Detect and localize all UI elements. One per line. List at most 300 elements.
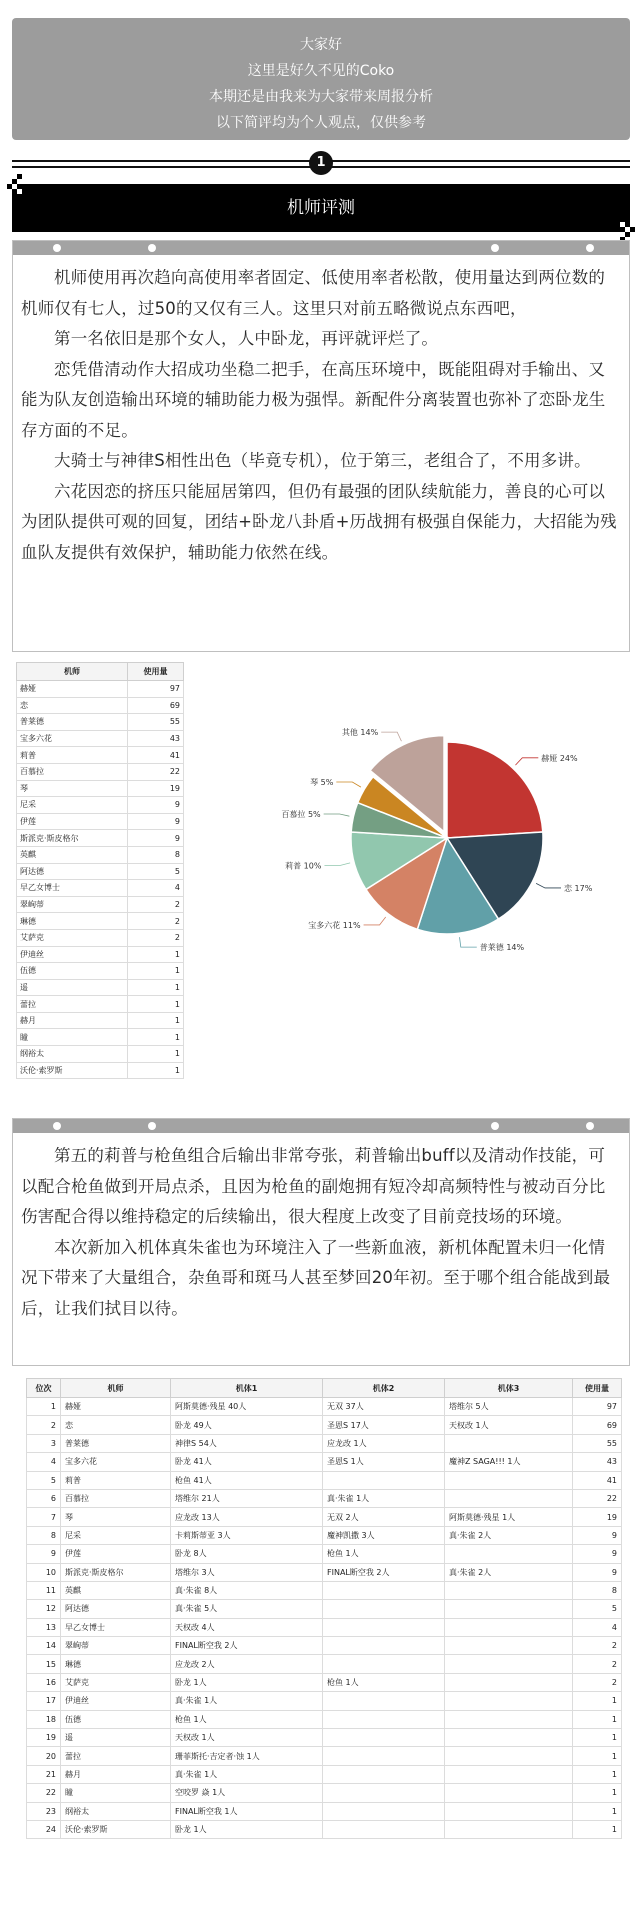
usage-pilot-cell: 普莱德 [17, 714, 128, 731]
usage-count-cell: 41 [128, 747, 184, 764]
rank-pilot-cell: 赫娅 [61, 1398, 171, 1416]
review-paragraph: 本次新加入机体真朱雀也为环境注入了一些新血液，新机体配置未归一化情况下带来了大量组合，杂鱼哥和斑马人甚至梦回20年初。至于哪个组合能战到最后，让我们拭目以待。 [21, 1237, 611, 1318]
rank-pilot-cell: 伍德 [61, 1710, 171, 1728]
usage-row [17, 797, 184, 814]
rank-row [27, 1710, 622, 1728]
review-paragraph: 恋凭借清动作大招成功坐稳二把手，在高压环境中，既能阻碍对手输出、又能为队友创造输出环境的辅助能力极为强悍。新配件分离装置也弥补了恋卧龙生存方面的不足。 [21, 359, 606, 440]
usage-count-cell: 22 [128, 763, 184, 780]
review-paragraph: 机师使用再次趋向高使用率者固定、低使用率者松散，使用量达到两位数的机师仅有七人，过50的又仅有三人。这里只对前五略微说点东西吧， [21, 268, 606, 318]
rank-count-cell: 1 [573, 1820, 622, 1838]
rank-count-cell: 2 [573, 1655, 622, 1673]
rank-mech1-cell: 卡莉斯蒂亚 3人 [171, 1526, 323, 1544]
rank-count-cell: 9 [573, 1526, 622, 1544]
rank-mech2-cell: 圣恩S 17人 [323, 1416, 445, 1434]
rank-pilot-cell: 英麒 [61, 1581, 171, 1599]
pixel-decoration [630, 227, 635, 232]
pie-leader-line [460, 937, 477, 947]
rank-position-cell: 18 [27, 1710, 61, 1728]
usage-row [17, 863, 184, 880]
rank-pilot-cell: 伊迪丝 [61, 1692, 171, 1710]
rank-position-cell: 19 [27, 1729, 61, 1747]
rank-position-cell: 1 [27, 1398, 61, 1416]
rank-row [27, 1747, 622, 1765]
usage-row [17, 946, 184, 963]
rank-mech3-cell [445, 1802, 573, 1820]
rank-mech1-cell: 卧龙 1人 [171, 1673, 323, 1691]
usage-row [17, 714, 184, 731]
rank-pilot-cell: 纲裕太 [61, 1802, 171, 1820]
rank-mech1-cell: 真·朱雀 1人 [171, 1692, 323, 1710]
rank-count-cell: 9 [573, 1563, 622, 1581]
rank-row [27, 1416, 622, 1434]
pilot-usage-table [16, 662, 184, 1079]
rank-position-cell: 17 [27, 1692, 61, 1710]
rank-mech2-cell [323, 1802, 445, 1820]
rank-count-cell: 2 [573, 1673, 622, 1691]
usage-row [17, 747, 184, 764]
rank-mech2-cell: 应龙改 1人 [323, 1434, 445, 1452]
pilot-mech-ranking-table [26, 1378, 622, 1839]
usage-row [17, 780, 184, 797]
usage-count-cell: 2 [128, 929, 184, 946]
panel-dot [491, 244, 499, 252]
rank-count-cell: 1 [573, 1765, 622, 1783]
usage-pilot-cell: 伊莲 [17, 813, 128, 830]
rank-row [27, 1765, 622, 1783]
rank-mech3-cell: 真·朱雀 2人 [445, 1526, 573, 1544]
review-paragraph: 第一名依旧是那个女人，人中卧龙，再评就评烂了。 [54, 329, 439, 348]
rank-mech3-cell: 阿斯莫德·残星 1人 [445, 1508, 573, 1526]
pie-leader-line [515, 758, 538, 765]
rank-mech3-cell [445, 1471, 573, 1489]
panel-dot [148, 1122, 156, 1130]
rank-row [27, 1581, 622, 1599]
rank-mech2-cell: 魔神凯撒 3人 [323, 1526, 445, 1544]
usage-count-cell: 5 [128, 863, 184, 880]
rank-mech2-cell [323, 1747, 445, 1765]
rank-mech2-cell [323, 1618, 445, 1636]
rank-count-cell: 19 [573, 1508, 622, 1526]
usage-pilot-cell: 琴 [17, 780, 128, 797]
rank-mech3-cell [445, 1820, 573, 1838]
panel-dot [53, 244, 61, 252]
rank-mech1-cell: 真·朱雀 5人 [171, 1600, 323, 1618]
intro-line: 大家好 [300, 37, 342, 53]
pixel-decoration [17, 189, 22, 194]
usage-row [17, 1062, 184, 1079]
rank-row [27, 1637, 622, 1655]
rank-mech3-cell [445, 1765, 573, 1783]
rank-pilot-cell: 普莱德 [61, 1434, 171, 1452]
rank-count-cell: 5 [573, 1600, 622, 1618]
rank-row [27, 1729, 622, 1747]
rank-position-cell: 7 [27, 1508, 61, 1526]
rank-mech1-cell: 真·朱雀 8人 [171, 1581, 323, 1599]
rank-mech1-cell: 枪鱼 41人 [171, 1471, 323, 1489]
rank-mech3-cell [445, 1784, 573, 1802]
rank-mech2-cell: 无双 37人 [323, 1398, 445, 1416]
rank-mech1-cell: 天权改 1人 [171, 1729, 323, 1747]
rank-position-cell: 2 [27, 1416, 61, 1434]
rank-mech3-cell [445, 1747, 573, 1765]
usage-pilot-cell: 纲裕太 [17, 1046, 128, 1063]
rank-position-cell: 5 [27, 1471, 61, 1489]
rank-position-cell: 11 [27, 1581, 61, 1599]
rank-row [27, 1655, 622, 1673]
rank-mech2-cell [323, 1765, 445, 1783]
rank-mech3-cell [445, 1655, 573, 1673]
usage-count-cell: 1 [128, 946, 184, 963]
rank-row [27, 1563, 622, 1581]
usage-row [17, 1029, 184, 1046]
panel-top-bar [13, 241, 629, 255]
rank-pilot-cell: 琴 [61, 1508, 171, 1526]
usage-row [17, 929, 184, 946]
usage-count-cell: 4 [128, 880, 184, 897]
pie-leader-line [336, 782, 361, 787]
rank-pilot-cell: 瞳 [61, 1784, 171, 1802]
usage-row [17, 763, 184, 780]
usage-count-cell: 2 [128, 896, 184, 913]
usage-pilot-cell: 斯派克·斯皮格尔 [17, 830, 128, 847]
rank-header-mech1: 机体1 [171, 1379, 323, 1398]
rank-mech3-cell: 真·朱雀 2人 [445, 1563, 573, 1581]
rank-mech3-cell [445, 1692, 573, 1710]
rank-position-cell: 23 [27, 1802, 61, 1820]
rank-header-count: 使用量 [573, 1379, 622, 1398]
rank-mech3-cell [445, 1545, 573, 1563]
panel-dot [491, 1122, 499, 1130]
rank-position-cell: 24 [27, 1820, 61, 1838]
rank-count-cell: 41 [573, 1471, 622, 1489]
pixel-decoration [625, 227, 630, 232]
rank-count-cell: 1 [573, 1692, 622, 1710]
usage-row [17, 1012, 184, 1029]
usage-pilot-cell: 阿达德 [17, 863, 128, 880]
usage-pilot-cell: 莉普 [17, 747, 128, 764]
rank-count-cell: 1 [573, 1729, 622, 1747]
usage-count-cell: 8 [128, 846, 184, 863]
rank-row [27, 1434, 622, 1452]
section-title: 机师评测 [287, 198, 355, 218]
rank-pilot-cell: 恋 [61, 1416, 171, 1434]
intro-banner [12, 18, 630, 140]
rank-count-cell: 4 [573, 1618, 622, 1636]
usage-pilot-cell: 早乙女博士 [17, 880, 128, 897]
pilot-usage-pie-chart [260, 694, 630, 966]
intro-line: 以下简评均为个人观点，仅供参考 [216, 115, 426, 131]
rank-position-cell: 16 [27, 1673, 61, 1691]
usage-count-cell: 2 [128, 913, 184, 930]
rank-mech1-cell: 真·朱雀 1人 [171, 1765, 323, 1783]
rank-pilot-cell: 阿达德 [61, 1600, 171, 1618]
rank-count-cell: 9 [573, 1545, 622, 1563]
rank-mech1-cell: 天权改 4人 [171, 1618, 323, 1636]
rank-mech3-cell [445, 1673, 573, 1691]
rank-mech1-cell: 珊菲斯托·吉定者·蚀 1人 [171, 1747, 323, 1765]
usage-count-cell: 43 [128, 730, 184, 747]
rank-mech3-cell: 魔神Z SAGA!!! 1人 [445, 1453, 573, 1471]
usage-pilot-cell: 艾萨克 [17, 929, 128, 946]
usage-pilot-cell: 伍德 [17, 963, 128, 980]
pie-label: 百慕拉 5% [281, 810, 321, 820]
usage-row [17, 880, 184, 897]
usage-row [17, 996, 184, 1013]
usage-count-cell: 69 [128, 697, 184, 714]
rank-mech3-cell [445, 1489, 573, 1507]
panel-top-bar [13, 1119, 629, 1133]
usage-pilot-cell: 尼采 [17, 797, 128, 814]
rank-mech2-cell [323, 1820, 445, 1838]
rank-header-mech3: 机体3 [445, 1379, 573, 1398]
usage-pilot-cell: 琳德 [17, 913, 128, 930]
rank-count-cell: 43 [573, 1453, 622, 1471]
rank-position-cell: 8 [27, 1526, 61, 1544]
rank-row [27, 1820, 622, 1838]
rank-pilot-cell: 斯派克·斯皮格尔 [61, 1563, 171, 1581]
rank-mech3-cell: 塔维尔 5人 [445, 1398, 573, 1416]
panel-dot [148, 244, 156, 252]
rank-mech1-cell: 神律S 54人 [171, 1434, 323, 1452]
rank-count-cell: 69 [573, 1416, 622, 1434]
usage-count-cell: 1 [128, 1062, 184, 1079]
pie-leader-line [364, 917, 386, 925]
usage-pilot-cell: 恋 [17, 697, 128, 714]
rank-mech2-cell: 枪鱼 1人 [323, 1545, 445, 1563]
rank-pilot-cell: 赫月 [61, 1765, 171, 1783]
rank-pilot-cell: 沃伦·索罗斯 [61, 1820, 171, 1838]
rank-mech2-cell: FINAL断空我 2人 [323, 1563, 445, 1581]
rank-pilot-cell: 艾萨克 [61, 1673, 171, 1691]
rank-mech2-cell [323, 1600, 445, 1618]
rank-pilot-cell: 遥 [61, 1729, 171, 1747]
review-panel-2 [12, 1118, 630, 1366]
rank-position-cell: 4 [27, 1453, 61, 1471]
rank-position-cell: 12 [27, 1600, 61, 1618]
pie-label: 宝多六花 11% [308, 920, 361, 930]
usage-pilot-cell: 赫月 [17, 1012, 128, 1029]
rank-position-cell: 9 [27, 1545, 61, 1563]
rank-position-cell: 14 [27, 1637, 61, 1655]
rank-mech1-cell: 塔维尔 21人 [171, 1489, 323, 1507]
rank-mech1-cell: 卧龙 49人 [171, 1416, 323, 1434]
usage-pilot-cell: 瞳 [17, 1029, 128, 1046]
rank-pilot-cell: 百慕拉 [61, 1489, 171, 1507]
rank-position-cell: 6 [27, 1489, 61, 1507]
pixel-decoration [17, 174, 22, 179]
usage-pilot-cell: 百慕拉 [17, 763, 128, 780]
section-title-bar [12, 184, 630, 232]
usage-row [17, 813, 184, 830]
rank-mech2-cell [323, 1729, 445, 1747]
rank-count-cell: 1 [573, 1802, 622, 1820]
rank-position-cell: 21 [27, 1765, 61, 1783]
rank-mech1-cell: FINAL断空我 1人 [171, 1802, 323, 1820]
review-paragraph: 第五的莉普与枪鱼组合后输出非常夸张，莉普输出buff以及清动作技能，可以配合枪鱼做到开局点杀，且因为枪鱼的副炮拥有短冷却高频特性与被动百分比伤害配合得以维持稳定的后续输出，很大程度上改变了目前竞技场的环境。 [21, 1146, 606, 1226]
usage-row [17, 979, 184, 996]
rank-count-cell: 1 [573, 1784, 622, 1802]
rank-mech3-cell [445, 1710, 573, 1728]
rank-mech2-cell [323, 1581, 445, 1599]
rank-mech2-cell [323, 1655, 445, 1673]
usage-pilot-cell: 沃伦·索罗斯 [17, 1062, 128, 1079]
rank-mech1-cell: 应龙改 13人 [171, 1508, 323, 1526]
usage-pilot-cell: 宝多六花 [17, 730, 128, 747]
usage-row [17, 913, 184, 930]
intro-line: 这里是好久不见的Coko [247, 63, 395, 79]
usage-row [17, 1046, 184, 1063]
usage-row [17, 963, 184, 980]
rank-pilot-cell: 宝多六花 [61, 1453, 171, 1471]
rank-row [27, 1526, 622, 1544]
rank-pilot-cell: 尼采 [61, 1526, 171, 1544]
rank-position-cell: 13 [27, 1618, 61, 1636]
rank-mech2-cell: 圣恩S 1人 [323, 1453, 445, 1471]
rank-header-mech2: 机体2 [323, 1379, 445, 1398]
rank-header-position: 位次 [27, 1379, 61, 1398]
usage-count-cell: 1 [128, 979, 184, 996]
rank-mech1-cell: 阿斯莫德·残星 40人 [171, 1398, 323, 1416]
pie-leader-line [324, 863, 350, 865]
section-number-badge: 1 [309, 151, 333, 175]
usage-count-cell: 9 [128, 813, 184, 830]
usage-pilot-cell: 赫娅 [17, 681, 128, 698]
rank-mech1-cell: 卧龙 8人 [171, 1545, 323, 1563]
usage-row [17, 830, 184, 847]
rank-mech1-cell: 卧龙 41人 [171, 1453, 323, 1471]
usage-row [17, 697, 184, 714]
pie-label: 赫娅 24% [541, 753, 578, 763]
panel-dot [586, 244, 594, 252]
rank-pilot-cell: 蕾拉 [61, 1747, 171, 1765]
rank-count-cell: 1 [573, 1747, 622, 1765]
rank-mech1-cell: 卧龙 1人 [171, 1820, 323, 1838]
review-paragraph: 大骑士与神律S相性出色（毕竟专机），位于第三，老组合了，不用多讲。 [54, 451, 591, 470]
rank-mech1-cell: 塔维尔 3人 [171, 1563, 323, 1581]
review-paragraph: 六花因恋的挤压只能屈居第四，但仍有最强的团队续航能力，善良的心可以为团队提供可观的回复，团结+卧龙八卦盾+历战拥有极强自保能力，大招能为残血队友提供有效保护，辅助能力依然在线。 [21, 481, 617, 562]
usage-count-cell: 19 [128, 780, 184, 797]
usage-count-cell: 9 [128, 797, 184, 814]
rank-mech2-cell: 无双 2人 [323, 1508, 445, 1526]
rank-row [27, 1471, 622, 1489]
pie-leader-line [536, 883, 561, 888]
usage-count-cell: 1 [128, 996, 184, 1013]
rank-row [27, 1673, 622, 1691]
pie-label: 莉普 10% [285, 861, 322, 871]
usage-count-cell: 1 [128, 963, 184, 980]
pixel-decoration [620, 222, 625, 227]
rank-row [27, 1489, 622, 1507]
rank-row [27, 1692, 622, 1710]
rank-mech2-cell: 枪鱼 1人 [323, 1673, 445, 1691]
rank-pilot-cell: 早乙女博士 [61, 1618, 171, 1636]
rank-mech3-cell [445, 1600, 573, 1618]
usage-count-cell: 55 [128, 714, 184, 731]
usage-count-cell: 1 [128, 1012, 184, 1029]
panel-dot [586, 1122, 594, 1130]
pie-label: 其他 14% [341, 728, 379, 738]
rank-position-cell: 15 [27, 1655, 61, 1673]
rank-mech3-cell [445, 1434, 573, 1452]
usage-header-pilot: 机师 [17, 663, 128, 681]
rank-pilot-cell: 莉普 [61, 1471, 171, 1489]
rank-pilot-cell: 翠峋蒂 [61, 1637, 171, 1655]
rank-mech1-cell: 枪鱼 1人 [171, 1710, 323, 1728]
rank-count-cell: 1 [573, 1710, 622, 1728]
usage-row [17, 846, 184, 863]
rank-pilot-cell: 伊莲 [61, 1545, 171, 1563]
rank-mech2-cell [323, 1471, 445, 1489]
rank-row [27, 1802, 622, 1820]
pixel-decoration [625, 232, 630, 237]
intro-line: 本期还是由我来为大家带来周报分析 [209, 89, 433, 105]
rank-mech2-cell: 真·朱雀 1人 [323, 1489, 445, 1507]
rank-row [27, 1453, 622, 1471]
rank-mech2-cell [323, 1637, 445, 1655]
rank-position-cell: 3 [27, 1434, 61, 1452]
pie-label: 恋 17% [564, 883, 593, 893]
rank-count-cell: 2 [573, 1637, 622, 1655]
rank-count-cell: 22 [573, 1489, 622, 1507]
usage-pilot-cell: 蕾拉 [17, 996, 128, 1013]
usage-count-cell: 97 [128, 681, 184, 698]
rank-count-cell: 8 [573, 1581, 622, 1599]
pie-label: 普莱德 14% [479, 943, 525, 953]
pie-leader-line [324, 814, 350, 816]
section-divider [12, 150, 630, 178]
rank-header-pilot: 机师 [61, 1379, 171, 1398]
rank-mech3-cell: 天权改 1人 [445, 1416, 573, 1434]
rank-row [27, 1545, 622, 1563]
rank-row [27, 1600, 622, 1618]
rank-mech2-cell [323, 1692, 445, 1710]
usage-pilot-cell: 伊迪丝 [17, 946, 128, 963]
usage-pilot-cell: 英麒 [17, 846, 128, 863]
rank-mech3-cell [445, 1729, 573, 1747]
panel-dot [53, 1122, 61, 1130]
usage-count-cell: 9 [128, 830, 184, 847]
rank-mech1-cell: FINAL断空我 2人 [171, 1637, 323, 1655]
usage-row [17, 896, 184, 913]
rank-row [27, 1784, 622, 1802]
rank-count-cell: 55 [573, 1434, 622, 1452]
rank-pilot-cell: 琳德 [61, 1655, 171, 1673]
rank-mech3-cell [445, 1581, 573, 1599]
usage-header-count: 使用量 [128, 663, 184, 681]
rank-mech2-cell [323, 1710, 445, 1728]
usage-row [17, 730, 184, 747]
rank-position-cell: 22 [27, 1784, 61, 1802]
usage-pilot-cell: 翠峋蒂 [17, 896, 128, 913]
rank-mech1-cell: 空咬罗 焱 1人 [171, 1784, 323, 1802]
usage-count-cell: 1 [128, 1046, 184, 1063]
pie-leader-line [381, 732, 401, 741]
rank-mech1-cell: 应龙改 2人 [171, 1655, 323, 1673]
rank-row [27, 1508, 622, 1526]
review-panel-1 [12, 240, 630, 652]
usage-count-cell: 1 [128, 1029, 184, 1046]
rank-position-cell: 10 [27, 1563, 61, 1581]
rank-position-cell: 20 [27, 1747, 61, 1765]
rank-row [27, 1398, 622, 1416]
rank-count-cell: 97 [573, 1398, 622, 1416]
pie-label: 琴 5% [310, 778, 334, 788]
usage-row [17, 681, 184, 698]
rank-mech3-cell [445, 1637, 573, 1655]
pie-slice [447, 742, 543, 838]
rank-mech3-cell [445, 1618, 573, 1636]
rank-row [27, 1618, 622, 1636]
